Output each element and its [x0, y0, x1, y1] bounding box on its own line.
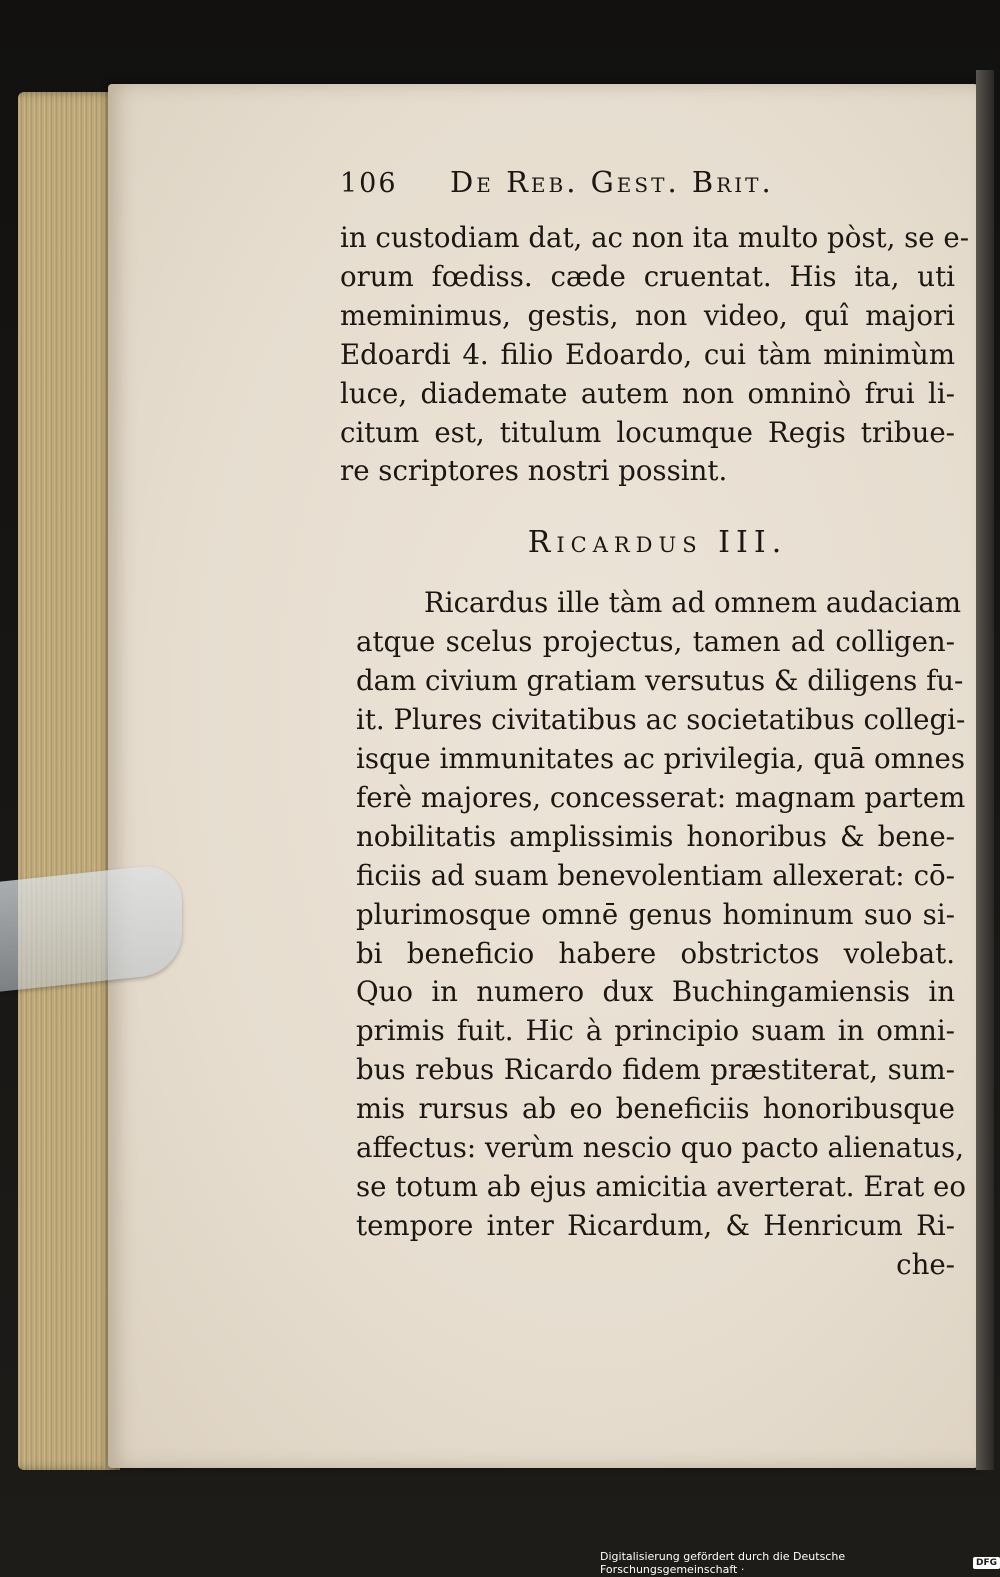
text-line: ferè majores, concesserat: magnam partem: [356, 780, 966, 814]
text-line: Quo in numero dux Buchingamiensis in: [356, 975, 955, 1009]
text-line: atque scelus projectus, tamen ad colligen-: [356, 625, 955, 659]
text-line: Ricardus ille tàm ad omnem audaciam: [424, 586, 962, 620]
credit-text: Digitalisierung gefördert durch die Deutsche Forschungsgemeinschaft ·: [600, 1550, 846, 1576]
text-line: Edoardi 4. filio Edoardo, cui tàm minimùm: [340, 337, 955, 371]
text-line: orum fœdiss. cæde cruentat. His ita, uti: [340, 259, 955, 293]
text-line: bus rebus Ricardo fidem præstiterat, sum-: [356, 1053, 955, 1087]
section-heading: Ricardus III.: [527, 525, 788, 561]
paragraph-2: [356, 584, 966, 1284]
text-line: it. Plures civitatibus ac societatibus collegi-: [356, 703, 966, 737]
text-line: plurimosque omnē genus hominum suo si-: [356, 897, 955, 931]
digitization-credit: [600, 1550, 1000, 1576]
page-text: [340, 165, 970, 1285]
text-line: ficiis ad suam benevolentiam allexerat: cō-: [356, 858, 955, 892]
running-head-title: De Reb. Gest. Brit.: [450, 165, 774, 199]
text-line: affectus: verùm nescio quo pacto alienatus,: [356, 1131, 964, 1165]
book-page-edges: [18, 92, 120, 1470]
text-line: isque immunitates ac privilegia, quā omnes: [356, 741, 966, 775]
running-head: [340, 165, 955, 219]
book-right-edge: [976, 70, 994, 1470]
page-number: 106: [340, 168, 398, 199]
text-line: re scriptores nostri possint.: [340, 454, 728, 488]
text-line: bi beneficio habere obstrictos volebat.: [356, 936, 955, 970]
paragraph-1: [340, 219, 970, 491]
dfg-logo: DFG: [973, 1557, 1000, 1569]
text-line: mis rursus ab eo beneficiis honoribusque: [356, 1092, 955, 1126]
text-line: tempore inter Ricardum, & Henricum Ri-: [356, 1208, 955, 1242]
text-line: in custodiam dat, ac non ita multo pòst, se e-: [340, 221, 970, 254]
text-line: nobilitatis amplissimis honoribus & bene-: [356, 819, 955, 853]
text-line: dam civium gratiam versutus & diligens fu-: [356, 664, 964, 698]
catchword: che-: [896, 1247, 955, 1281]
bookmark-ribbon: [0, 862, 182, 991]
text-line: meminimus, gestis, non video, quî majori: [340, 298, 955, 332]
text-line: primis fuit. Hic à principio suam in omni-: [356, 1014, 955, 1048]
text-line: citum est, titulum locumque Regis tribue-: [340, 415, 955, 449]
text-line: se totum ab ejus amicitia averterat. Erat eo: [356, 1169, 966, 1203]
text-line: luce, diademate autem non omninò frui li-: [340, 376, 955, 410]
